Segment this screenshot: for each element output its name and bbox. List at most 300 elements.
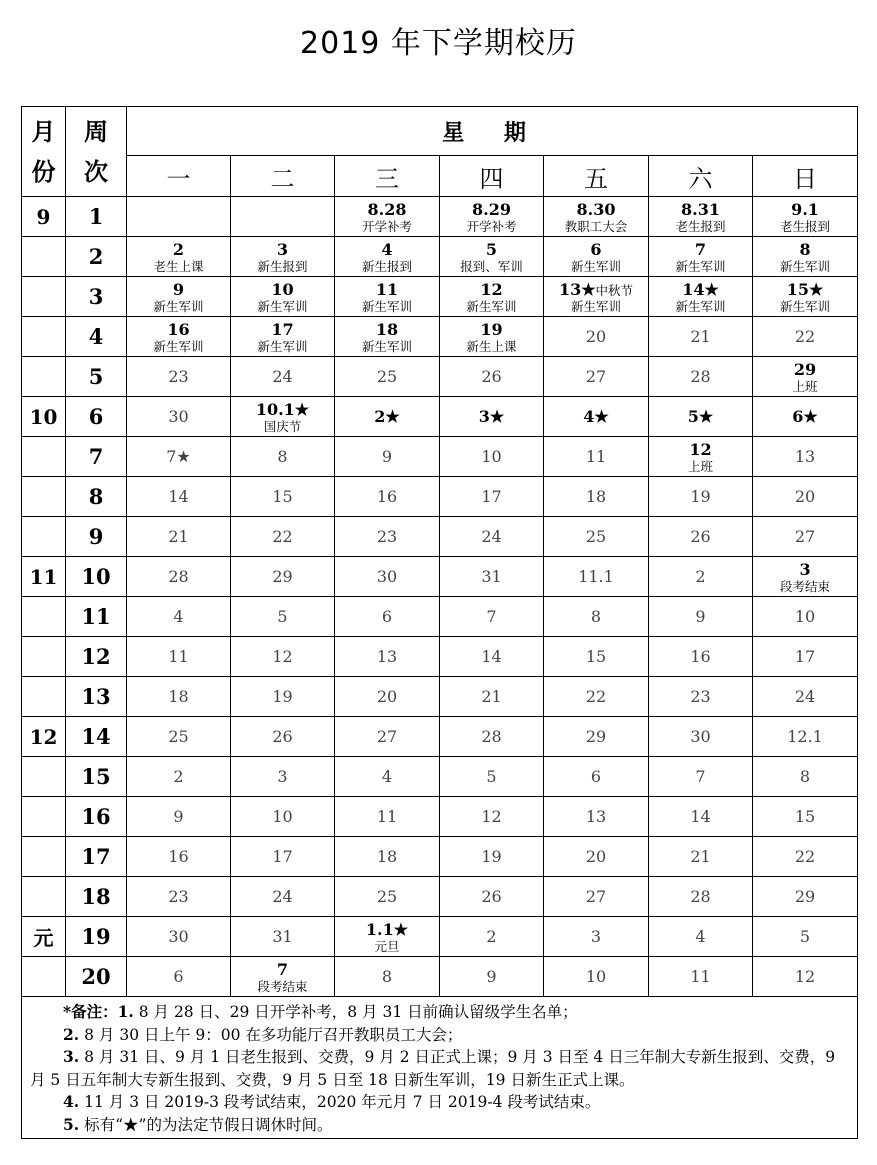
day-event-note: 新生报到 — [257, 258, 308, 274]
day-number: 25 — [376, 367, 398, 386]
day-cell — [231, 237, 335, 277]
day-number: 2 — [486, 927, 497, 946]
table-row — [22, 317, 858, 357]
day-cell — [335, 597, 440, 637]
weekday-header: 三 — [335, 156, 440, 197]
day-number: 7 — [695, 767, 706, 786]
day-number: 21 — [690, 327, 711, 346]
day-cell — [753, 397, 858, 437]
day-number: 29 — [272, 567, 293, 586]
day-number: 9 — [173, 807, 184, 826]
day-number: 22 — [272, 527, 293, 546]
day-cell — [649, 237, 753, 277]
day-number: 30 — [168, 927, 189, 946]
day-cell — [127, 837, 231, 877]
day-event-note: 段考结束 — [780, 578, 831, 594]
day-number: 3 — [277, 767, 288, 786]
day-number: 16 — [376, 487, 398, 506]
day-cell — [649, 877, 753, 917]
month-cell — [22, 797, 66, 837]
day-cell — [440, 237, 544, 277]
day-cell — [231, 437, 335, 477]
day-number: 24 — [481, 527, 502, 546]
day-number: 4 — [381, 767, 393, 786]
weekday-header: 六 — [649, 156, 753, 197]
day-number: 15 — [272, 487, 293, 506]
month-cell — [22, 437, 66, 477]
day-number: 30 — [376, 567, 398, 586]
day-number: 7 — [486, 607, 497, 626]
day-cell — [440, 437, 544, 477]
month-cell — [22, 677, 66, 717]
day-number: 12 — [272, 647, 293, 666]
week-cell: 4 — [66, 317, 127, 357]
day-cell — [649, 317, 753, 357]
day-cell — [544, 317, 649, 357]
week-cell: 15 — [66, 757, 127, 797]
weekday-header: 一 — [127, 156, 231, 197]
day-event-note: 新生军训 — [153, 298, 204, 314]
day-cell — [231, 277, 335, 317]
day-number: 4 — [695, 927, 706, 946]
week-cell: 16 — [66, 797, 127, 837]
day-number: 9 — [486, 967, 497, 986]
day-cell — [335, 397, 440, 437]
weekday-header: 日 — [753, 156, 858, 197]
day-cell — [127, 437, 231, 477]
day-cell — [544, 877, 649, 917]
day-number: 4★ — [583, 407, 609, 426]
day-cell — [335, 357, 440, 397]
week-cell: 3 — [66, 277, 127, 317]
day-number: 26 — [481, 367, 502, 386]
day-number: 22 — [794, 847, 816, 866]
day-cell — [231, 317, 335, 357]
day-number: 10 — [272, 807, 293, 826]
day-number: 4 — [173, 607, 184, 626]
day-number: 8 — [590, 607, 602, 626]
day-cell — [649, 637, 753, 677]
day-number: 9 — [381, 447, 393, 466]
day-cell — [544, 597, 649, 637]
day-cell — [649, 677, 753, 717]
day-cell — [231, 357, 335, 397]
day-cell — [335, 957, 440, 997]
day-number: 24 — [794, 687, 816, 706]
table-row — [22, 557, 858, 597]
week-cell: 5 — [66, 357, 127, 397]
day-event-note: 新生军训 — [780, 298, 831, 314]
day-cell — [440, 557, 544, 597]
day-cell — [440, 917, 544, 957]
day-number: 18 — [376, 847, 398, 866]
week-cell: 13 — [66, 677, 127, 717]
month-cell — [22, 877, 66, 917]
day-cell — [440, 397, 544, 437]
day-event-note: 上班 — [792, 378, 818, 394]
month-cell: 9 — [22, 197, 66, 237]
day-cell — [127, 637, 231, 677]
day-number: 29 — [585, 727, 607, 746]
day-number: 9 — [695, 607, 706, 626]
day-number: 12 — [480, 279, 503, 299]
day-number: 13 — [794, 447, 816, 466]
day-cell — [127, 357, 231, 397]
table-row — [22, 277, 858, 317]
day-event-note: 新生上课 — [466, 338, 517, 354]
day-number: 2 — [173, 767, 184, 786]
day-cell — [753, 357, 858, 397]
day-cell — [231, 557, 335, 597]
day-number: 23 — [690, 687, 711, 706]
day-cell — [649, 197, 753, 237]
day-cell — [127, 397, 231, 437]
table-row — [22, 477, 858, 517]
day-cell — [544, 837, 649, 877]
day-number: 13 — [585, 807, 607, 826]
day-cell — [335, 517, 440, 557]
day-number: 24 — [272, 367, 293, 386]
day-number: 12 — [689, 439, 712, 459]
notes-section — [22, 997, 858, 1139]
table-row — [22, 357, 858, 397]
day-cell — [127, 517, 231, 557]
week-cell: 20 — [66, 957, 127, 997]
day-cell — [127, 317, 231, 357]
day-number: 27 — [376, 727, 398, 746]
table-row — [22, 677, 858, 717]
day-cell — [753, 957, 858, 997]
day-number: 26 — [481, 887, 502, 906]
day-cell — [649, 437, 753, 477]
day-number: 21 — [481, 687, 502, 706]
day-number: 27 — [794, 527, 816, 546]
day-cell — [544, 277, 649, 317]
day-cell — [544, 957, 649, 997]
table-row — [22, 717, 858, 757]
day-cell — [127, 957, 231, 997]
day-cell — [231, 397, 335, 437]
day-cell — [127, 677, 231, 717]
day-cell — [335, 917, 440, 957]
weekday-group-header: 星 期 — [127, 107, 858, 156]
day-event-note: 段考结束 — [257, 978, 308, 994]
day-cell — [544, 717, 649, 757]
day-cell — [544, 797, 649, 837]
day-cell — [649, 837, 753, 877]
month-cell — [22, 597, 66, 637]
day-number: 1.1★ — [365, 919, 409, 939]
day-number: 10 — [585, 967, 607, 986]
day-number: 20 — [376, 687, 398, 706]
day-number: 13 — [376, 647, 398, 666]
week-cell: 2 — [66, 237, 127, 277]
day-number: 11 — [585, 447, 607, 466]
day-cell — [440, 837, 544, 877]
table-row — [22, 957, 858, 997]
day-cell — [440, 637, 544, 677]
day-cell — [231, 197, 335, 237]
day-number: 5 — [799, 927, 811, 946]
week-cell: 11 — [66, 597, 127, 637]
day-number: 23 — [168, 887, 189, 906]
day-cell — [335, 757, 440, 797]
day-number: 13★ — [558, 279, 596, 299]
day-number: 29 — [793, 359, 817, 379]
day-cell — [335, 477, 440, 517]
day-cell — [753, 797, 858, 837]
week-cell: 1 — [66, 197, 127, 237]
day-cell — [753, 917, 858, 957]
day-number: 8 — [799, 767, 811, 786]
day-cell — [127, 717, 231, 757]
day-cell — [649, 517, 753, 557]
month-cell — [22, 357, 66, 397]
day-number: 30 — [690, 727, 711, 746]
day-cell — [753, 677, 858, 717]
day-number: 10 — [271, 279, 294, 299]
week-cell: 10 — [66, 557, 127, 597]
day-cell — [335, 797, 440, 837]
day-cell — [231, 797, 335, 837]
day-number: 10 — [481, 447, 502, 466]
table-row — [22, 197, 858, 237]
day-number: 10 — [794, 607, 816, 626]
day-number: 6 — [590, 239, 602, 259]
table-row — [22, 237, 858, 277]
week-cell: 9 — [66, 517, 127, 557]
holiday-label: 中秋节 — [595, 282, 634, 298]
day-event-note: 开学补考 — [361, 218, 412, 234]
day-event-note: 新生军训 — [675, 258, 726, 274]
day-number: 19 — [272, 687, 293, 706]
day-cell — [753, 517, 858, 557]
day-number: 19 — [480, 319, 503, 339]
week-cell: 12 — [66, 637, 127, 677]
note-item: 2. 8 月 30 日上午 9：00 在多功能厅召开教职员工大会； — [63, 1024, 463, 1044]
day-number: 25 — [376, 887, 398, 906]
day-cell — [649, 717, 753, 757]
month-header: 月 份 — [22, 107, 66, 197]
table-row — [22, 597, 858, 637]
day-cell — [440, 197, 544, 237]
day-event-note: 开学补考 — [466, 218, 517, 234]
day-cell — [127, 237, 231, 277]
month-cell: 12 — [22, 717, 66, 757]
note-item: 4. 11 月 3 日 2019-3 段考试结束，2020 年元月 7 日 2019-4 段考试结束。 — [63, 1092, 601, 1111]
day-number: 25 — [168, 727, 189, 746]
table-row — [22, 397, 858, 437]
day-number: 28 — [168, 567, 189, 586]
day-cell — [753, 557, 858, 597]
day-number: 31 — [481, 567, 502, 586]
day-number: 20 — [585, 327, 607, 346]
day-cell — [649, 757, 753, 797]
school-calendar-table — [21, 106, 858, 1139]
day-cell — [127, 877, 231, 917]
day-number: 2 — [695, 567, 706, 586]
day-number: 29 — [794, 887, 816, 906]
day-cell — [231, 597, 335, 637]
day-number: 7 — [694, 239, 707, 259]
notes-label: *备注： — [63, 1002, 118, 1021]
day-cell — [544, 237, 649, 277]
day-cell — [544, 517, 649, 557]
day-number: 4 — [381, 239, 393, 259]
day-cell — [335, 557, 440, 597]
day-number: 6 — [381, 607, 393, 626]
day-cell — [335, 437, 440, 477]
day-number: 24 — [272, 887, 293, 906]
table-row — [22, 757, 858, 797]
day-event-note: 新生报到 — [361, 258, 412, 274]
day-event-note: 上班 — [687, 458, 713, 474]
week-cell: 18 — [66, 877, 127, 917]
note-item: *备注：1. 8 月 28 日、29 日开学补考，8 月 31 日前确认留级学生名单； — [63, 1002, 578, 1021]
day-cell — [753, 597, 858, 637]
day-number: 6 — [590, 767, 602, 786]
day-event-note: 新生军训 — [675, 298, 726, 314]
day-cell — [127, 597, 231, 637]
day-cell — [440, 597, 544, 637]
day-number: 9.1 — [791, 199, 819, 219]
day-number: 10.1★ — [255, 399, 310, 419]
day-number: 7 — [276, 959, 289, 979]
day-number: 5★ — [687, 407, 714, 426]
day-cell — [753, 717, 858, 757]
month-cell: 10 — [22, 397, 66, 437]
day-number: 18 — [375, 319, 399, 339]
day-number: 17 — [794, 647, 816, 666]
day-number: 18 — [168, 687, 189, 706]
day-cell — [127, 757, 231, 797]
day-cell — [127, 477, 231, 517]
day-cell — [231, 757, 335, 797]
day-event-note: 新生军训 — [361, 298, 412, 314]
day-number: 8.28 — [367, 199, 407, 219]
day-cell — [335, 677, 440, 717]
day-cell — [649, 397, 753, 437]
day-number: 23 — [168, 367, 189, 386]
month-cell — [22, 317, 66, 357]
day-number: 15 — [585, 647, 607, 666]
day-number: 20 — [794, 487, 816, 506]
day-number: 15 — [794, 807, 816, 826]
week-cell: 17 — [66, 837, 127, 877]
day-event-note: 新生军训 — [257, 298, 308, 314]
day-number: 19 — [690, 487, 711, 506]
day-cell — [127, 277, 231, 317]
day-cell — [440, 757, 544, 797]
day-cell — [753, 317, 858, 357]
day-number: 2★ — [374, 407, 400, 426]
day-cell — [335, 197, 440, 237]
day-number: 2 — [172, 239, 185, 259]
day-number: 3★ — [478, 407, 505, 426]
day-number: 31 — [272, 927, 293, 946]
day-cell — [440, 877, 544, 917]
week-cell: 8 — [66, 477, 127, 517]
day-number: 11 — [168, 647, 189, 666]
day-number: 19 — [481, 847, 502, 866]
table-row — [22, 437, 858, 477]
day-event-note: 教职工大会 — [564, 218, 628, 234]
day-number: 16 — [168, 847, 189, 866]
day-event-note: 新生军训 — [570, 258, 621, 274]
day-cell — [544, 637, 649, 677]
day-cell — [335, 717, 440, 757]
day-event-note: 老生上课 — [153, 258, 204, 274]
day-event-note: 报到、军训 — [460, 258, 523, 274]
day-cell — [440, 477, 544, 517]
day-number: 12 — [481, 807, 502, 826]
day-event-note: 新生军训 — [780, 258, 831, 274]
day-number: 14 — [481, 647, 502, 666]
month-cell: 11 — [22, 557, 66, 597]
day-cell — [127, 797, 231, 837]
day-number: 17 — [271, 319, 294, 339]
month-cell — [22, 837, 66, 877]
day-event-note: 老生报到 — [675, 218, 726, 234]
day-cell — [335, 317, 440, 357]
month-cell — [22, 957, 66, 997]
weekday-header: 五 — [544, 156, 649, 197]
day-number: 22 — [794, 327, 816, 346]
day-cell — [231, 917, 335, 957]
month-cell — [22, 477, 66, 517]
page-title: 2019 年下学期校历 — [300, 26, 577, 61]
day-cell — [753, 477, 858, 517]
day-cell — [649, 917, 753, 957]
day-cell — [231, 837, 335, 877]
day-event-note: 元旦 — [374, 938, 400, 954]
table-row — [22, 517, 858, 557]
day-cell — [544, 197, 649, 237]
day-number: 15★ — [786, 279, 824, 299]
day-number: 27 — [585, 887, 607, 906]
day-cell — [544, 397, 649, 437]
day-cell — [440, 317, 544, 357]
note-item: 5. 标有“★”的为法定节假日调休时间。 — [63, 1114, 333, 1134]
table-row — [22, 837, 858, 877]
day-number: 8.31 — [681, 199, 720, 219]
day-number: 26 — [272, 727, 293, 746]
day-number: 14★ — [682, 279, 719, 299]
day-number: 20 — [585, 847, 607, 866]
day-event-note: 国庆节 — [263, 418, 302, 434]
day-cell — [649, 797, 753, 837]
week-header: 周 次 — [66, 107, 127, 197]
week-cell: 6 — [66, 397, 127, 437]
month-cell — [22, 517, 66, 557]
day-number: 3 — [590, 927, 602, 946]
month-cell — [22, 637, 66, 677]
day-cell — [440, 957, 544, 997]
month-cell — [22, 277, 66, 317]
day-number: 23 — [376, 527, 398, 546]
day-cell — [544, 757, 649, 797]
day-number: 9 — [172, 279, 185, 299]
day-cell — [649, 557, 753, 597]
table-row — [22, 917, 858, 957]
day-cell — [544, 917, 649, 957]
day-number: 28 — [690, 367, 711, 386]
day-event-note: 新生军训 — [257, 338, 308, 354]
day-cell — [231, 877, 335, 917]
day-number: 14 — [690, 807, 711, 826]
day-cell — [649, 357, 753, 397]
day-cell — [127, 917, 231, 957]
